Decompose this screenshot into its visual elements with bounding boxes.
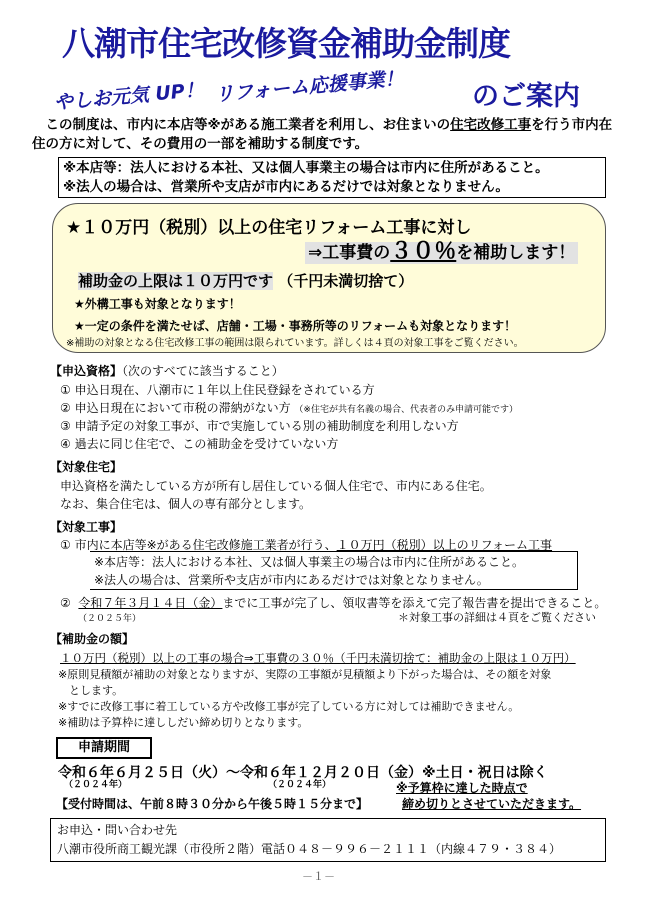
- limit-main: 補助金の上限は１０万円です: [78, 272, 274, 290]
- work-notice-box: [90, 551, 578, 590]
- eligibility-item-2-text: ② 申込日現在において市税の滞納がない方: [60, 401, 291, 415]
- amount-note-1: ※原則見積額が補助の対象となりますが、実際の工事額が見積額より下がった場合は、その額を対象: [58, 668, 552, 681]
- eligibility-item-1: ① 申込日現在、八潮市に１年以上住民登録をされている方: [60, 383, 375, 397]
- period-label: 申請期間: [56, 737, 152, 759]
- closing-note: 締め切りとさせていただきます。: [402, 797, 582, 811]
- work-item-1-underlined: １０万円（税別）以上のリフォーム工事: [336, 538, 553, 552]
- contact-heading: お申込・問い合わせ先: [57, 823, 178, 837]
- slogan-part2: リフォーム応援事業！: [214, 67, 405, 106]
- highlight-footnote: ※補助の対象となる住宅改修工事の範囲は限られています。詳しくは４頁の対象工事をご覧ください。: [66, 338, 524, 349]
- intro-text: [32, 116, 622, 154]
- work-item-1-pre: ① 市内に本店等※がある住宅改修施工業者が行う、: [60, 538, 337, 552]
- work-item-2-date: 令和７年３月１４日（金）: [78, 596, 223, 610]
- period-year-1: （２０２４年）: [64, 780, 128, 790]
- eligibility-heading-text: 【申込資格】: [50, 364, 123, 378]
- highlight-percent: ３０％: [390, 239, 457, 264]
- amount-main: １０万円（税別）以上の工事の場合⇒工事費の３０％（千円未満切捨て：補助金の上限は１０万円）: [60, 651, 576, 665]
- limit-line: [78, 270, 413, 291]
- star-exterior: ★外構工事も対象となります！: [74, 297, 241, 311]
- eligibility-heading-note: （次のすべてに該当すること）: [122, 364, 284, 378]
- budget-note: ※予算枠に達した時点で: [396, 781, 528, 795]
- intro-underlined: 住宅改修工事: [450, 117, 532, 133]
- amount-note-2: ※すでに改修工事に着工している方や改修工事が完了している方に対しては補助できません。: [58, 700, 520, 713]
- highlight-post: を補助します！: [456, 243, 576, 263]
- reception-hours: 【受付時間は、午前８時３０分から午後５時１５分まで】: [56, 797, 369, 811]
- housing-line1: 申込資格を満たしている方が所有し居住している個人住宅で、市内にある住宅。: [60, 479, 492, 493]
- notice-box: [58, 157, 606, 198]
- star-commercial: ★一定の条件を満たせば、店舗・工場・事務所等のリフォームも対象となります！: [74, 319, 517, 333]
- work-item-2-num: ②: [60, 596, 71, 610]
- work-heading: 【対象工事】: [50, 520, 123, 534]
- intro-post: を行う市内在住の方に対して、その費用の一部を補助する制度です。: [32, 117, 613, 152]
- slogan-part1: やしお元気 UP！: [53, 78, 205, 114]
- page-subtitle: のご案内: [472, 81, 580, 112]
- amount-heading: 【補助金の額】: [50, 632, 135, 646]
- eligibility-item-4: ④ 過去に同じ住宅で、この補助金を受けていない方: [60, 437, 339, 451]
- period-year-2: （２０２４年）: [268, 780, 332, 790]
- intro-pre: この制度は、市内に本店等※がある施工業者を利用し、お住まいの: [32, 117, 451, 133]
- eligibility-item-2: [60, 400, 518, 418]
- work-detail-note: ＊対象工事の詳細は４頁をご覧ください: [398, 611, 596, 624]
- highlight-line1: ★１０万円（税別）以上の住宅リフォーム工事に対し: [66, 218, 472, 238]
- highlight-pre: ⇒工事費の: [308, 243, 391, 263]
- housing-heading: 【対象住宅】: [50, 460, 123, 474]
- contact-details: 八潮市役所商工観光課（市役所２階）電話０４８－９９６－２１１１（内線４７９・３８４）: [57, 842, 562, 856]
- work-item-2-year: （２０２５年）: [78, 614, 142, 624]
- contact-box: [50, 818, 606, 862]
- page-number: －１－: [302, 870, 335, 883]
- work-item-2-post: までに工事が完了し、領収書等を添えて完了報告書を提出できること。: [222, 596, 607, 610]
- limit-note: （千円未満切捨て）: [278, 272, 414, 290]
- amount-note-1b: とします。: [58, 684, 124, 697]
- work-box-line2: ※法人の場合は、営業所や支店が市内にあるだけでは対象となりません。: [94, 573, 489, 587]
- highlight-line2: [305, 234, 578, 265]
- amount-note-3: ※補助は予算枠に達ししだい締め切りとなります。: [58, 716, 309, 729]
- eligibility-item-2-note: （※住宅が共有名義の場合、代表者のみ申請可能です）: [294, 405, 518, 415]
- housing-line2: なお、集合住宅は、個人の専有部分とします。: [60, 497, 312, 511]
- eligibility-heading: [50, 362, 284, 379]
- notice-line1: ※本店等：法人における本社、又は個人事業主の場合は市内に住所があること。: [63, 160, 549, 176]
- page-title: 八潮市住宅改修資金補助金制度: [62, 24, 510, 63]
- work-box-line1: ※本店等：法人における本社、又は個人事業主の場合は市内に住所があること。: [94, 555, 525, 569]
- notice-line2: ※法人の場合は、営業所や支店が市内にあるだけでは対象となりません。: [63, 179, 509, 195]
- eligibility-item-3: ③ 申請予定の対象工事が、市で実施している別の補助制度を利用しない方: [60, 419, 459, 433]
- period-main: 令和６年６月２５日（火）～令和６年１２月２０日（金）※土日・祝日は除く: [58, 765, 548, 781]
